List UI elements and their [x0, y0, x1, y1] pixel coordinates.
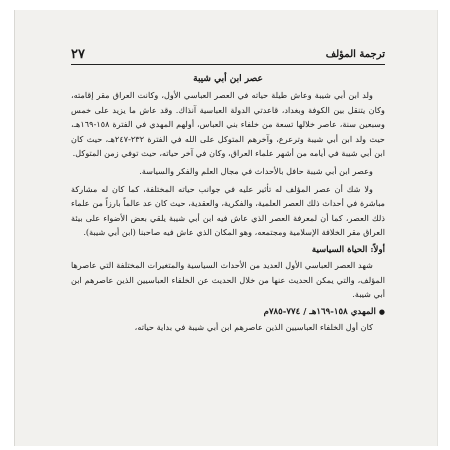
political-life-heading: أولاً: الحياة السياسية	[311, 244, 385, 255]
paragraph-era: وعصر ابن أبي شيبة حافل بالأحداث في مجال العلم والفكر والسياسة.	[139, 165, 373, 176]
book-page	[14, 10, 438, 446]
page-header	[71, 44, 385, 65]
section-heading: عصر ابن أبي شيبة	[193, 74, 263, 84]
running-title: ترجمة المؤلف	[325, 49, 385, 60]
caliph-mahdi-heading	[71, 305, 385, 319]
paragraph-influence: ولا شك أن عصر المؤلف له تأثير عليه في جوانب حياته المختلفة، كما كان له مشاركة مباشرة في أحداث ذلك العصر العلمية، والفكرية، والعقدية، حيث كان عد عالماً بارزاً من علماء ذلك العصر، كما أن لمعرفة العصر الذي عاش فيه ابن أبي شيبة يلقي بعض الأضواء على بيئة العراق مقر الخلافة الإسلامية ومجتمعه، وهو المكان الذي عاش فيه صاحبنا (ابن أبي شيبة).	[71, 183, 385, 238]
page-number: ٢٧	[71, 47, 85, 62]
bullet-icon: ●	[378, 306, 385, 316]
paragraph-political: شهد العصر العباسي الأول العديد من الأحداث السياسية والمتغيرات المختلفة التي عاصرها المؤلف، والتي يمكن الحديث عنها من خلال الحديث عن الخلفاء العباسيين الذين عاصرهم ابن أبي شيبة.	[71, 259, 385, 300]
caliph-mahdi-title: المهدي ١٥٨-١٦٩هـ / ٧٧٤-٧٨٥م	[263, 306, 376, 317]
paragraph-birth: ولد ابن أبي شيبة وعاش طيلة حياته في العصر العباسي الأول، وكانت العراق مقر إقامته، وكان يتنقل بين الكوفة وبغداد، قاعدتي الدولة العباسية آنذاك. وقد عاش ما يزيد على خمس وسبعين سنة، عاصر خلالها تسعة من خلفاء بني العباس، أولهم المهدي في الفترة ١٥٨-١٦٩هـ، حيث ولد ابن أبي شيبة وترعرع، وآخرهم المتوكل على الله في الفترة ٢٣٢-٢٤٧هـ، حيث كان ابن أبي شيبة في أيامه من أشهر علماء العراق، وكان في آخر حياته، حيث توفي زمن المتوكل.	[71, 90, 385, 159]
paragraph-mahdi: كان أول الخلفاء العباسيين الذين عاصرهم ابن أبي شيبة في بداية حياته،	[134, 321, 373, 332]
page-body	[71, 70, 385, 334]
